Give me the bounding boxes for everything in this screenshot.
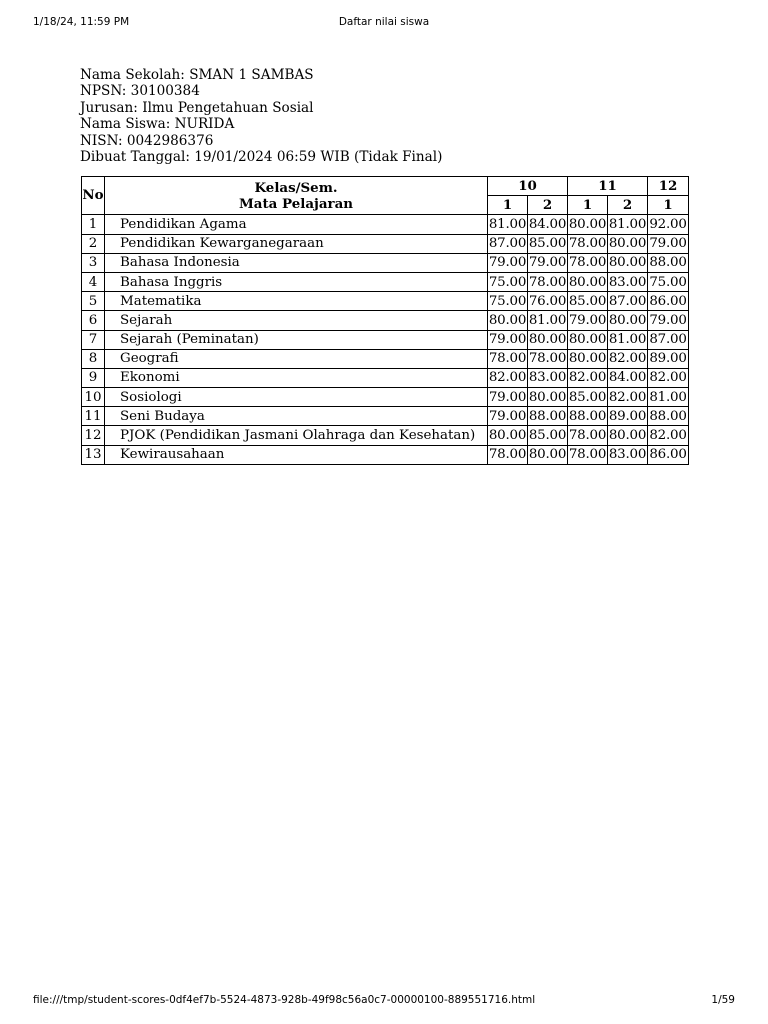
score-cell: 84.00	[608, 368, 648, 387]
score-cell: 75.00	[488, 272, 528, 291]
score-cell: 87.00	[608, 292, 648, 311]
score-cell: 83.00	[608, 272, 648, 291]
row-number: 9	[82, 368, 105, 387]
table-row	[82, 234, 689, 253]
print-footer	[33, 994, 735, 1008]
score-cell: 80.00	[528, 445, 568, 464]
row-number: 3	[82, 253, 105, 272]
score-cell: 88.00	[568, 407, 608, 426]
score-cell: 75.00	[648, 272, 689, 291]
score-cell: 86.00	[648, 445, 689, 464]
table-row	[82, 292, 689, 311]
row-number: 10	[82, 388, 105, 407]
header-semester: 2	[528, 196, 568, 215]
subject-name: Matematika	[105, 292, 488, 311]
print-timestamp: 1/18/24, 11:59 PM	[33, 16, 130, 28]
score-cell: 87.00	[648, 330, 689, 349]
score-cell: 82.00	[488, 368, 528, 387]
score-cell: 88.00	[528, 407, 568, 426]
row-number: 12	[82, 426, 105, 445]
row-number: 2	[82, 234, 105, 253]
score-cell: 83.00	[608, 445, 648, 464]
student-name: Nama Siswa: NURIDA	[80, 116, 235, 133]
score-cell: 79.00	[648, 234, 689, 253]
score-cell: 79.00	[488, 330, 528, 349]
row-number: 11	[82, 407, 105, 426]
score-cell: 80.00	[608, 234, 648, 253]
score-cell: 79.00	[488, 388, 528, 407]
score-cell: 78.00	[528, 349, 568, 368]
table-row	[82, 215, 689, 234]
score-cell: 79.00	[488, 407, 528, 426]
print-page-number: 1/59	[711, 994, 735, 1006]
print-header	[33, 16, 735, 30]
score-cell: 82.00	[568, 368, 608, 387]
table-row	[82, 272, 689, 291]
table-body	[82, 215, 689, 464]
row-number: 1	[82, 215, 105, 234]
table-row	[82, 253, 689, 272]
score-cell: 82.00	[648, 426, 689, 445]
subject-name: Sosiologi	[105, 388, 488, 407]
created-date: Dibuat Tanggal: 19/01/2024 06:59 WIB (Tidak Final)	[80, 149, 443, 166]
score-cell: 78.00	[568, 445, 608, 464]
score-cell: 89.00	[608, 407, 648, 426]
header-semester: 1	[488, 196, 528, 215]
subject-name: Seni Budaya	[105, 407, 488, 426]
score-cell: 78.00	[568, 253, 608, 272]
table-row	[82, 388, 689, 407]
print-page-title: Daftar nilai siswa	[338, 16, 430, 28]
score-cell: 78.00	[568, 234, 608, 253]
score-cell: 85.00	[528, 234, 568, 253]
score-cell: 87.00	[488, 234, 528, 253]
npsn: NPSN: 30100384	[80, 83, 200, 100]
row-number: 7	[82, 330, 105, 349]
subject-name: Ekonomi	[105, 368, 488, 387]
subject-name: Geografi	[105, 349, 488, 368]
score-cell: 80.00	[488, 426, 528, 445]
row-number: 5	[82, 292, 105, 311]
score-cell: 76.00	[528, 292, 568, 311]
major: Jurusan: Ilmu Pengetahuan Sosial	[80, 99, 314, 116]
score-cell: 80.00	[528, 388, 568, 407]
header-semester: 2	[608, 196, 648, 215]
row-number: 8	[82, 349, 105, 368]
score-cell: 80.00	[568, 215, 608, 234]
print-url: file:///tmp/student-scores-0df4ef7b-5524-4873-928b-49f98c56a0c7-00000100-889551716.html	[33, 994, 536, 1006]
score-cell: 85.00	[568, 292, 608, 311]
header-grade-10: 10	[488, 177, 568, 196]
score-cell: 75.00	[488, 292, 528, 311]
score-cell: 88.00	[648, 407, 689, 426]
score-cell: 78.00	[488, 445, 528, 464]
score-cell: 79.00	[488, 253, 528, 272]
table-row	[82, 330, 689, 349]
score-cell: 78.00	[528, 272, 568, 291]
subject-name: Sejarah (Peminatan)	[105, 330, 488, 349]
score-cell: 80.00	[608, 311, 648, 330]
score-cell: 81.00	[608, 330, 648, 349]
score-cell: 78.00	[488, 349, 528, 368]
score-cell: 86.00	[648, 292, 689, 311]
score-cell: 82.00	[608, 349, 648, 368]
row-number: 6	[82, 311, 105, 330]
table-row	[82, 311, 689, 330]
score-cell: 85.00	[568, 388, 608, 407]
score-cell: 92.00	[648, 215, 689, 234]
score-cell: 82.00	[608, 388, 648, 407]
score-cell: 80.00	[528, 330, 568, 349]
header-grade-11: 11	[568, 177, 648, 196]
score-cell: 80.00	[608, 426, 648, 445]
header-semester: 1	[568, 196, 608, 215]
subject-name: Bahasa Indonesia	[105, 253, 488, 272]
score-cell: 79.00	[648, 311, 689, 330]
scores-table	[81, 176, 689, 465]
score-cell: 80.00	[568, 349, 608, 368]
score-cell: 80.00	[608, 253, 648, 272]
score-cell: 84.00	[528, 215, 568, 234]
subject-name: Kewirausahaan	[105, 445, 488, 464]
row-number: 4	[82, 272, 105, 291]
header-grade-12: 12	[648, 177, 689, 196]
score-cell: 81.00	[648, 388, 689, 407]
score-cell: 88.00	[648, 253, 689, 272]
score-cell: 83.00	[528, 368, 568, 387]
subject-name: Pendidikan Kewarganegaraan	[105, 234, 488, 253]
score-cell: 81.00	[528, 311, 568, 330]
subject-name: PJOK (Pendidikan Jasmani Olahraga dan Kesehatan)	[105, 426, 488, 445]
row-number: 13	[82, 445, 105, 464]
table-header	[82, 177, 689, 215]
subject-name: Pendidikan Agama	[105, 215, 488, 234]
table-row	[82, 368, 689, 387]
header-semester: 1	[648, 196, 689, 215]
table-row	[82, 426, 689, 445]
table-row	[82, 445, 689, 464]
school-name: Nama Sekolah: SMAN 1 SAMBAS	[80, 67, 314, 83]
score-cell: 81.00	[488, 215, 528, 234]
score-cell: 80.00	[568, 330, 608, 349]
header-class-sem: Kelas/Sem.	[254, 179, 338, 196]
table-row	[82, 407, 689, 426]
subject-name: Sejarah	[105, 311, 488, 330]
subject-name: Bahasa Inggris	[105, 272, 488, 291]
score-cell: 81.00	[608, 215, 648, 234]
student-info	[80, 67, 442, 165]
score-cell: 89.00	[648, 349, 689, 368]
table-row	[82, 349, 689, 368]
nisn: NISN: 0042986376	[80, 132, 214, 149]
header-subject	[105, 177, 488, 215]
score-cell: 79.00	[528, 253, 568, 272]
score-cell: 85.00	[528, 426, 568, 445]
score-cell: 80.00	[568, 272, 608, 291]
score-cell: 79.00	[568, 311, 608, 330]
score-cell: 78.00	[568, 426, 608, 445]
score-cell: 80.00	[488, 311, 528, 330]
score-cell: 82.00	[648, 368, 689, 387]
header-no: No	[82, 177, 105, 215]
header-subject-label: Mata Pelajaran	[238, 195, 353, 212]
